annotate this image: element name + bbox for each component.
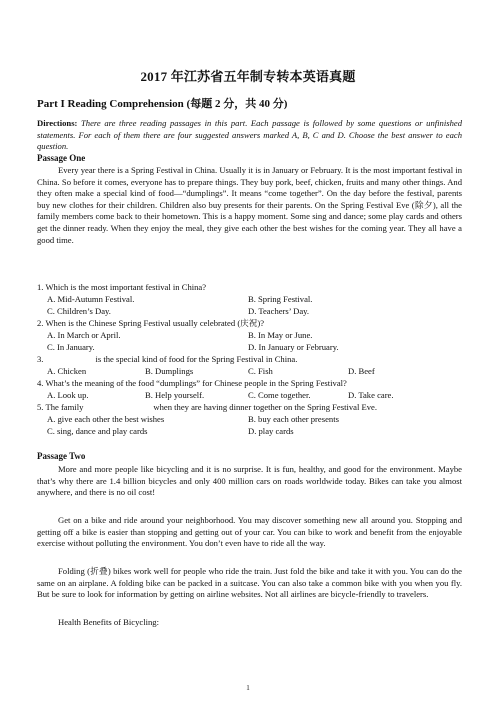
option: D. In January or February.	[248, 342, 339, 352]
question-2: 2. When is the Chinese Spring Festival usually celebrated (庆祝)?	[37, 318, 265, 328]
option: D. play cards	[248, 426, 294, 436]
passage-two-paragraph-1: More and more people like bicycling and it is no surprise. It is fun, healthy, and good for the environment. Maybe that’s why there are 1.4 billion bicycles and only 400 million cars on roads worldwide today. Bikes can take you almost anywhere, and there is no oil cost!	[37, 464, 462, 498]
option: C. Fish	[248, 366, 273, 376]
part-heading: Part I Reading Comprehension (每题 2 分，共 40 分)	[37, 98, 288, 110]
page-title: 2017 年江苏省五年制专转本英语真题	[140, 69, 356, 84]
option: B. Dumplings	[145, 366, 194, 376]
question-5-number: 5. The family	[37, 402, 84, 412]
option: C. Children’s Day.	[47, 306, 111, 316]
directions	[37, 118, 462, 153]
question-3-stem: is the special kind of food for the Spring Festival in China.	[95, 354, 298, 364]
option: B. In May or June.	[248, 330, 313, 340]
question-4: 4. What’s the meaning of the food “dumplings” for Chinese people in the Spring Festival?	[37, 378, 347, 388]
passage-one-heading: Passage One	[37, 153, 86, 163]
question-3-number: 3.	[37, 354, 44, 364]
question-5	[37, 402, 467, 414]
option: A. Mid-Autumn Festival.	[47, 294, 135, 304]
option: B. buy each other presents	[248, 414, 339, 424]
option: C. Come together.	[248, 390, 311, 400]
question-5-stem: when they are having dinner together on the Spring Festival Eve.	[153, 402, 378, 412]
option: D. Take care.	[348, 390, 394, 400]
option: B. Help yourself.	[145, 390, 205, 400]
directions-label: Directions:	[37, 118, 78, 128]
option: A. Look up.	[47, 390, 89, 400]
passage-two-paragraph-4: Health Benefits of Bicycling:	[58, 617, 159, 627]
option: B. Spring Festival.	[248, 294, 313, 304]
passage-one-paragraph: Every year there is a Spring Festival in China. Usually it is in January or February. It is the most important festival in China. So before it comes, everyone has to prepare things. They buy pork, beef, chicken, fruits and many other things. And they often make a special kind of food—“dumplings”. It means “come together”. On the day before the festival, parents buy new clothes for their children. Children also buy presents for their parents. On the Spring Festival Eve (除夕), all the family members come back to their hometown. This is a happy moment. Some sing and dance; some play cards and others get the dinner ready. When they enjoy the meal, they give each other the best wishes for the coming year. They all have a good time.	[37, 165, 462, 245]
option: D. Teachers’ Day.	[248, 306, 310, 316]
option: C. sing, dance and play cards	[47, 426, 148, 436]
question-3	[37, 354, 467, 366]
directions-text: There are three reading passages in this part. Each passage is followed by some questions or unfinished statements. For each of them there are four suggested answers marked A, B, C and D. Choose the best answer to each question.	[37, 118, 462, 152]
passage-two-paragraph-3: Folding (折叠) bikes work well for people who ride the train. Just fold the bike and take it with you. You can do the same on an airplane. A folding bike can be packed in a suitcase. You can also take a common bike with you when you fly. But be sure to look for information by getting on airline websites. Not all airlines are bicycle-friendly to travelers.	[37, 566, 462, 600]
question-1: 1. Which is the most important festival in China?	[37, 282, 207, 292]
page-number: 1	[246, 684, 250, 692]
option: D. Beef	[348, 366, 375, 376]
option: A. give each other the best wishes	[47, 414, 165, 424]
option: A. In March or April.	[47, 330, 121, 340]
passage-two-paragraph-2: Get on a bike and ride around your neighborhood. You may discover something new all around you. Stopping and getting off a bike is easier than stopping and getting out of your car. You can bike to work and benefit from the enjoyable exercise without polluting the environment. You don’t even have to ride all the way.	[37, 515, 462, 549]
passage-two-heading: Passage Two	[37, 451, 86, 461]
option: A. Chicken	[47, 366, 87, 376]
option: C. In January.	[47, 342, 95, 352]
